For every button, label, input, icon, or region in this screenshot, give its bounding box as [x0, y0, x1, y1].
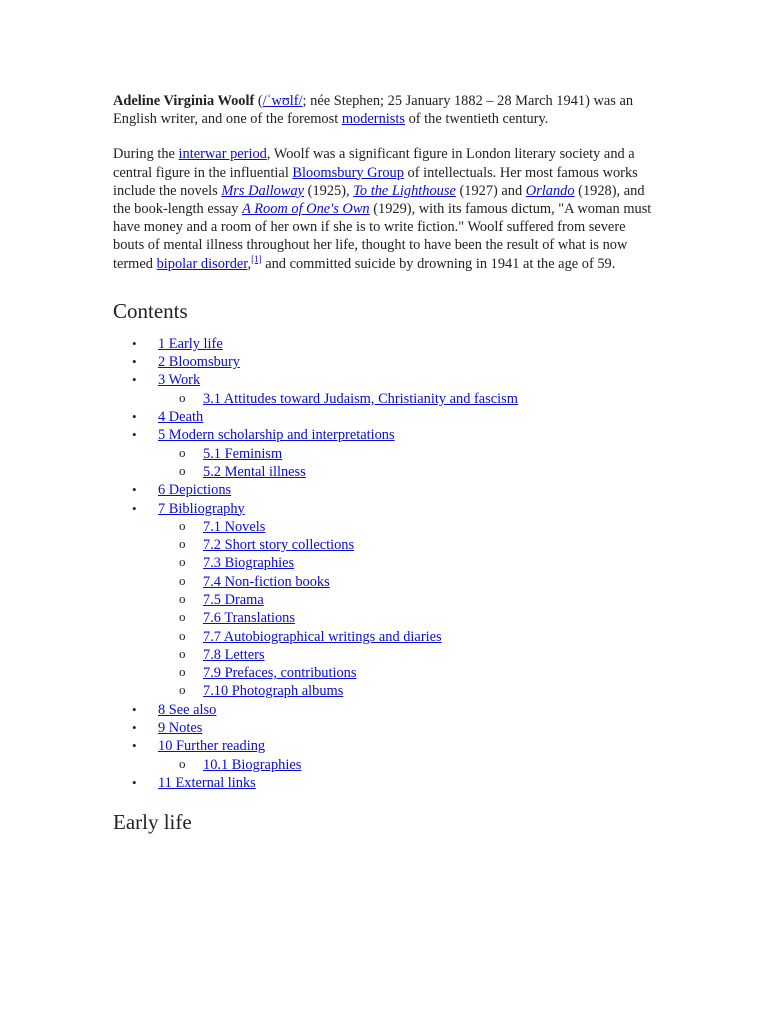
- toc-sublink[interactable]: 7.8 Letters: [203, 646, 265, 663]
- toc-item: [113, 353, 658, 371]
- intro-paragraph: Adeline Virginia Woolf (/ˈwʊlf/; née Stephen; 25 January 1882 – 28 March 1941) was an English writer, and one of the foremost modernists of the twentieth century.: [113, 93, 634, 128]
- toc-link[interactable]: 10 Further reading: [158, 738, 266, 755]
- early-life-heading: Early life: [113, 810, 192, 835]
- toc-subitem: [158, 390, 658, 408]
- mrs-dalloway-link[interactable]: Mrs Dalloway: [221, 182, 305, 199]
- toc-sublink[interactable]: 10.1 Biographies: [203, 756, 302, 773]
- toc-link[interactable]: 4 Death: [158, 409, 204, 426]
- toc-subitem: [158, 646, 658, 664]
- toc-sublink[interactable]: 7.10 Photograph albums: [203, 683, 344, 700]
- orlando-link[interactable]: Orlando: [525, 182, 575, 199]
- toc-sublist: [158, 756, 658, 774]
- toc-link[interactable]: 7 Bibliography: [158, 500, 245, 517]
- toc-item: [113, 481, 658, 499]
- reference-1-link[interactable]: [1]: [251, 253, 262, 264]
- toc-subitem: [158, 756, 658, 774]
- toc-sublink[interactable]: 7.7 Autobiographical writings and diaries: [203, 628, 442, 645]
- toc-sublink[interactable]: 5.1 Feminism: [203, 445, 283, 462]
- toc-subitem: [158, 463, 658, 481]
- a-room-of-ones-own-link[interactable]: A Room of One's Own: [242, 201, 370, 218]
- interwar-period-link[interactable]: interwar period: [178, 146, 267, 163]
- toc-subitem: [158, 518, 658, 536]
- toc-link[interactable]: 1 Early life: [158, 335, 223, 352]
- subject-name: Adeline Virginia Woolf: [113, 93, 255, 109]
- toc-link[interactable]: 8 See also: [158, 701, 217, 718]
- toc-sublist: [158, 518, 658, 701]
- summary-paragraph: During the interwar period, Woolf was a significant figure in London literary society and a central figure in the influential Bloomsbury Group of intellectuals. Her most famous works include the novels Mrs Dalloway (1925), To the Lighthouse (1927) and Orlando (1928), and the book-length essay A Room of One's Own (1929), with its famous dictum, "A woman must have money and a room of her own if she is to write fiction." Woolf suffered from severe bouts of mental illness throughout her life, thought to have been the result of what is now termed bipolar disorder,[1] and committed suicide by drowning in 1941 at the age of 59.: [113, 146, 652, 272]
- toc-sublist: [158, 445, 658, 482]
- toc-link[interactable]: 6 Depictions: [158, 482, 232, 499]
- toc-link[interactable]: 9 Notes: [158, 720, 203, 737]
- toc-subitem: [158, 682, 658, 700]
- toc-link[interactable]: 3 Work: [158, 372, 201, 389]
- toc-item: [113, 774, 658, 792]
- article-body: [113, 92, 658, 834]
- toc-sublink[interactable]: 7.6 Translations: [203, 610, 295, 627]
- toc-item: [113, 500, 658, 701]
- toc-item: [113, 371, 658, 408]
- toc-item: [113, 335, 658, 353]
- toc-sublink[interactable]: 7.3 Biographies: [203, 555, 295, 572]
- bloomsbury-group-link[interactable]: Bloomsbury Group: [292, 164, 404, 181]
- toc-sublink[interactable]: 7.5 Drama: [203, 591, 264, 608]
- toc-sublink[interactable]: 7.2 Short story collections: [203, 537, 355, 554]
- toc-subitem: [158, 609, 658, 627]
- toc-sublink[interactable]: 3.1 Attitudes toward Judaism, Christianity and fascism: [203, 390, 518, 407]
- bipolar-disorder-link[interactable]: bipolar disorder: [156, 255, 248, 272]
- to-the-lighthouse-link[interactable]: To the Lighthouse: [353, 182, 456, 199]
- toc-item: [113, 737, 658, 774]
- modernists-link[interactable]: modernists: [341, 111, 405, 128]
- toc-subitem: [158, 554, 658, 572]
- toc-link[interactable]: 2 Bloomsbury: [158, 354, 240, 371]
- toc-sublink[interactable]: 7.1 Novels: [203, 518, 266, 535]
- toc-sublist: [158, 390, 658, 408]
- pronunciation-link[interactable]: /ˈwʊlf/: [262, 93, 303, 109]
- contents-heading: Contents: [113, 298, 188, 323]
- toc-subitem: [158, 445, 658, 463]
- toc-link[interactable]: 5 Modern scholarship and interpretations: [158, 427, 395, 444]
- toc-item: [113, 408, 658, 426]
- toc-item: [113, 426, 658, 481]
- table-of-contents: [113, 335, 658, 792]
- toc-sublink[interactable]: 5.2 Mental illness: [203, 463, 306, 480]
- toc-item: [113, 701, 658, 719]
- toc-link[interactable]: 11 External links: [158, 774, 256, 791]
- toc-subitem: [158, 628, 658, 646]
- toc-subitem: [158, 573, 658, 591]
- toc-item: [113, 719, 658, 737]
- toc-subitem: [158, 591, 658, 609]
- toc-sublink[interactable]: 7.4 Non-fiction books: [203, 573, 330, 590]
- toc-subitem: [158, 664, 658, 682]
- toc-sublink[interactable]: 7.9 Prefaces, contributions: [203, 665, 357, 682]
- toc-subitem: [158, 536, 658, 554]
